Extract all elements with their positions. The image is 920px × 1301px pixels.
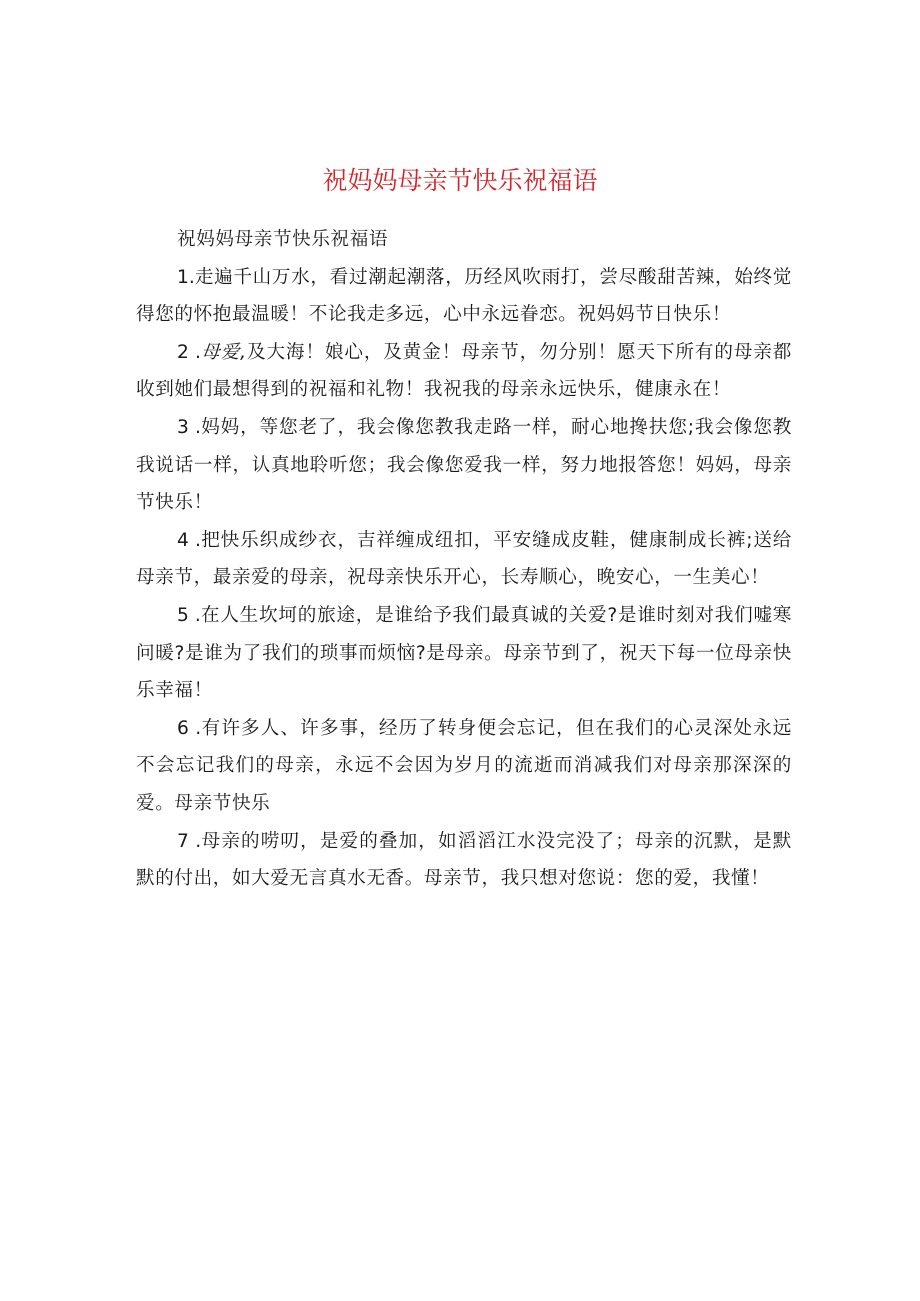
item-text: 妈妈，等您老了，我会像您教我走路一样，耐心地搀扶您;我会像您教我说话一样，认真地聆听您；我会像您爱我一样，努力地报答您！妈妈，母亲节快乐！: [136, 416, 792, 514]
item-text: 把快乐织成纱衣，吉祥缠成纽扣，平安缝成皮鞋，健康制成长裤;送给母亲节，最亲爱的母亲，祝母亲快乐开心，长寿顺心，晚安心，一生美心！: [136, 529, 792, 589]
list-item: [136, 409, 792, 522]
item-text: 在人生坎坷的旅途，是谁给予我们最真诚的关爱?是谁时刻对我们嘘寒问暖?是谁为了我们的琐事而烦恼?是母亲。母亲节到了，祝天下每一位母亲快乐幸福！: [136, 604, 792, 702]
item-text: 有许多人、许多事，经历了转身便会忘记，但在我们的心灵深处永远不会忘记我们的母亲，永远不会因为岁月的流逝而消减我们对母亲那深深的爱。母亲节快乐: [136, 717, 792, 814]
subtitle-paragraph: 祝妈妈母亲节快乐祝福语: [177, 229, 389, 250]
item-text: 母亲的唠叨，是爱的叠加，如滔滔江水没完没了；母亲的沉默，是默默的付出，如大爱无言真水无香。母亲节，我只想对您说：您的爱，我懂！: [136, 830, 792, 890]
item-text: 走遍千山万水，看过潮起潮落，历经风吹雨打，尝尽酸甜苦辣，始终觉得您的怀抱最温暖！不论我走多远，心中永远眷恋。祝妈妈节日快乐！: [136, 266, 792, 326]
item-number: 2 .: [177, 341, 201, 363]
item-number: 7 .: [177, 830, 202, 852]
item-number: 4 .: [177, 529, 201, 551]
item-lead-italic: 母爱,: [200, 341, 247, 363]
document-title: 祝妈妈母亲节快乐祝福语: [322, 166, 598, 195]
item-number: 3 .: [177, 416, 201, 438]
item-number: 6 .: [177, 717, 202, 739]
list-item: [136, 823, 792, 898]
document-body: [136, 221, 792, 898]
list-item: [136, 710, 792, 823]
list-item: [136, 259, 792, 334]
item-number: 1.: [177, 266, 195, 288]
item-number: 5 .: [177, 604, 201, 626]
list-item: [136, 334, 792, 409]
item-text: 及大海！娘心，及黄金！母亲节，勿分别！愿天下所有的母亲都收到她们最想得到的祝福和礼物！我祝我的母亲永远快乐，健康永在！: [136, 341, 792, 401]
list-item: [136, 597, 792, 710]
list-item: [136, 522, 792, 597]
